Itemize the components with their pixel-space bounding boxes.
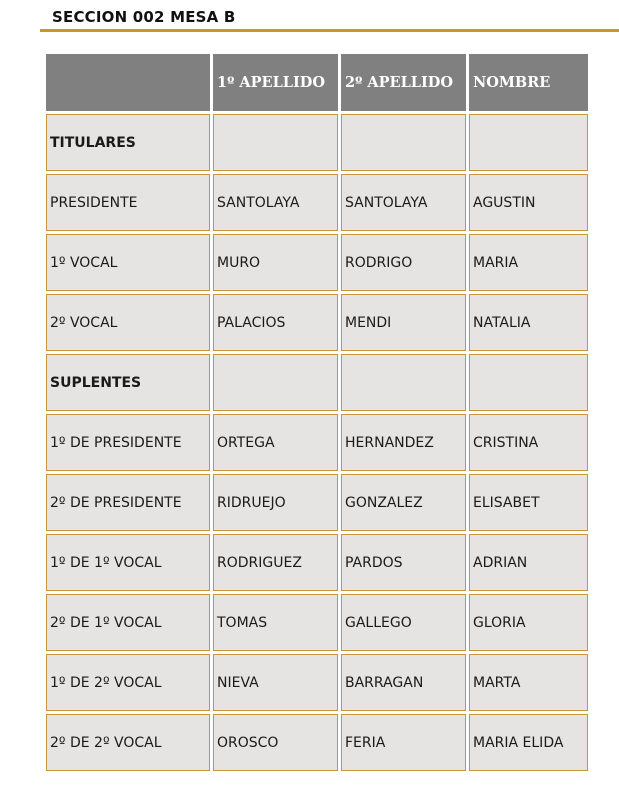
table-cell-empty: [341, 114, 466, 171]
cell-name: MARTA: [469, 654, 588, 711]
table-row: [46, 594, 588, 651]
header-second-surname: 2º APELLIDO: [341, 54, 466, 111]
cell-second-surname: PARDOS: [341, 534, 466, 591]
table-row: [46, 174, 588, 231]
cell-second-surname: GALLEGO: [341, 594, 466, 651]
page-title: SECCION 002 MESA B: [52, 8, 236, 26]
cell-first-surname: TOMAS: [213, 594, 338, 651]
table-row: [46, 714, 588, 771]
cell-first-surname: RODRIGUEZ: [213, 534, 338, 591]
table-cell-empty: [213, 114, 338, 171]
cell-second-surname: HERNANDEZ: [341, 414, 466, 471]
header-first-surname: 1º APELLIDO: [213, 54, 338, 111]
table-cell-empty: [341, 354, 466, 411]
cell-second-surname: GONZALEZ: [341, 474, 466, 531]
table-row: [46, 474, 588, 531]
table-row: [46, 234, 588, 291]
cell-first-surname: SANTOLAYA: [213, 174, 338, 231]
table-row: [46, 414, 588, 471]
cell-second-surname: FERIA: [341, 714, 466, 771]
table-cell-empty: [469, 354, 588, 411]
section-label-suplentes: SUPLENTES: [46, 354, 210, 411]
cell-name: AGUSTIN: [469, 174, 588, 231]
cell-cargo: 2º VOCAL: [46, 294, 210, 351]
table-cell-empty: [469, 114, 588, 171]
header-name: NOMBRE: [469, 54, 588, 111]
cell-second-surname: SANTOLAYA: [341, 174, 466, 231]
cell-name: ELISABET: [469, 474, 588, 531]
table-row: [46, 534, 588, 591]
cell-name: MARIA: [469, 234, 588, 291]
cell-name: CRISTINA: [469, 414, 588, 471]
table-cell-empty: [213, 354, 338, 411]
cell-name: GLORIA: [469, 594, 588, 651]
cell-first-surname: PALACIOS: [213, 294, 338, 351]
cell-second-surname: RODRIGO: [341, 234, 466, 291]
header-cargo: [46, 54, 210, 111]
cell-name: NATALIA: [469, 294, 588, 351]
section-label-titulares: TITULARES: [46, 114, 210, 171]
cell-first-surname: NIEVA: [213, 654, 338, 711]
cell-first-surname: MURO: [213, 234, 338, 291]
table-row-titulares: [46, 114, 588, 171]
cell-name: MARIA ELIDA: [469, 714, 588, 771]
cell-first-surname: RIDRUEJO: [213, 474, 338, 531]
cell-cargo: 1º DE 1º VOCAL: [46, 534, 210, 591]
table-header-row: [46, 54, 588, 111]
cell-cargo: 1º DE 2º VOCAL: [46, 654, 210, 711]
cell-cargo: 2º DE PRESIDENTE: [46, 474, 210, 531]
cell-cargo: PRESIDENTE: [46, 174, 210, 231]
cell-name: ADRIAN: [469, 534, 588, 591]
cell-cargo: 2º DE 1º VOCAL: [46, 594, 210, 651]
cell-cargo: 2º DE 2º VOCAL: [46, 714, 210, 771]
table-row: [46, 294, 588, 351]
members-table: [43, 51, 591, 774]
cell-first-surname: ORTEGA: [213, 414, 338, 471]
table-row: [46, 654, 588, 711]
cell-cargo: 1º DE PRESIDENTE: [46, 414, 210, 471]
table-row-suplentes: [46, 354, 588, 411]
cell-first-surname: OROSCO: [213, 714, 338, 771]
cell-second-surname: BARRAGAN: [341, 654, 466, 711]
title-divider: [40, 29, 619, 32]
cell-cargo: 1º VOCAL: [46, 234, 210, 291]
cell-second-surname: MENDI: [341, 294, 466, 351]
